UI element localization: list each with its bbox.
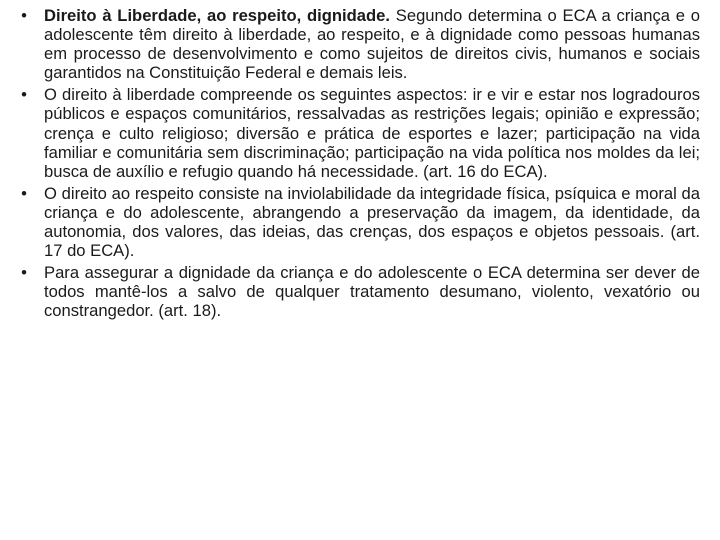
- bullet-text: Para assegurar a dignidade da criança e do adolescente o ECA determina ser dever de todos mantê-los a salvo de qualquer tratamento desumano, violento, vexatório ou constrangedor. (art. 18).: [44, 263, 700, 321]
- bullet-icon: •: [21, 85, 27, 105]
- bullet-item-direito-liberdade: [14, 85, 700, 180]
- bullet-item-direito-respeito: [14, 184, 700, 260]
- bullet-icon: •: [21, 183, 27, 203]
- bullet-text: Segundo determina o ECA a criança e o adolescente têm direito à liberdade, ao respeito, e à dignidade como pessoas humanas em processo de desenvolvimento e como sujeitos de direitos civis, humanos e sociais garantidos na Constituição Federal e demais leis.: [44, 6, 700, 83]
- bullet-heading: Direito à Liberdade, ao respeito, dignidade.: [44, 6, 391, 25]
- bullet-item-liberdade-respeito-dignidade: [14, 6, 700, 82]
- bullet-icon: •: [21, 6, 27, 25]
- bullet-text: O direito à liberdade compreende os seguintes aspectos: ir e vir e estar nos logradouros públicos e espaços comunitários, ressalvadas as restrições legais; opinião e expressão; crença e culto religioso; diversão e prática de esportes e lazer; participação na vida familiar e comunitária sem discriminação; participação na vida política nos moldes da lei; busca de auxílio e refugio quando há necessidade. (art. 16 do ECA).: [44, 85, 700, 181]
- bullet-icon: •: [21, 263, 27, 283]
- bullet-text: O direito ao respeito consiste na inviolabilidade da integridade física, psíquica e moral da criança e do adolescente, abrangendo a preservação da imagem, da identidade, da autonomia, dos valores, das ideias, das crenças, dos espaços e objetos pessoais. (art. 17 do ECA).: [44, 183, 700, 261]
- bullet-list: [14, 6, 700, 324]
- bullet-item-dignidade: [14, 263, 700, 320]
